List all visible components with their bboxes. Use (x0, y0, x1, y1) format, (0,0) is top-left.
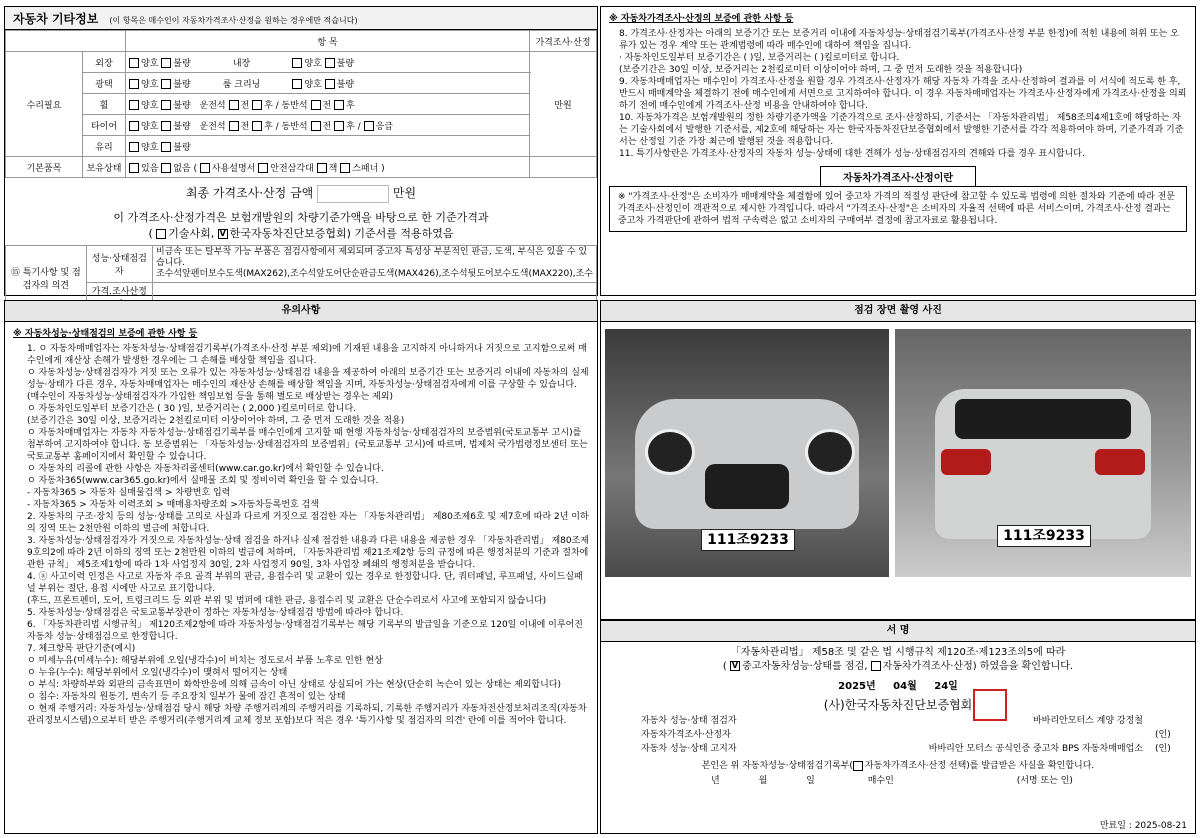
tire-good-checkbox[interactable] (129, 121, 139, 131)
wheel-bad-checkbox[interactable] (161, 100, 171, 110)
label: 양호 (141, 100, 159, 111)
signature-row (641, 742, 1185, 756)
polish-bad-checkbox[interactable] (161, 79, 171, 89)
warranty-item: 9. 자동차매매업자는 매수인이 가격조사·산정을 원할 경우 가격조사·산정자가 해당 자동차 가격을 조사·산정하여 결과를 이 서식에 적도록 한 후, 반드시 매매계약을 체결하기 전에 매수인에게 서면으로 고지하여야 합니다. 이 경우 자동차매매업자는 가격조사·산정자에게 가격조사·산정을 의뢰하기 전에 매수인에게 가격조사·산정 비용을 안내하여야 합니다. (619, 77, 1187, 111)
signature-row-label: 자동차가격조사·산정자 (641, 730, 731, 740)
inspector-note-2: 조수석앞펜더보수도색(MAX262),조수석앞도어단순판금도색(MAX426),조수석뒷도어보수도색(MAX220),조수 (155, 269, 593, 279)
row-wheel: 휠 (83, 94, 126, 115)
warranty-item: 10. 자동차가격은 보험개발원의 정한 차량기준가액을 기준가격으로 조사·산정하되, 기준서는 「자동차관리법」 제58조의4제1호에 해당하는 자는 기술사회에서 발행한 기준서를, 제2호에 해당하는 자는 한국자동차진단보증협회에서 발행한 기준서를 각각 적용하여야 하며, 기준가격과 기준서는 산정일 기준 가장 최근에 발행된 것을 적용합니다. (619, 113, 1184, 147)
receipt-text-pre: 본인은 위 자동차성능·상태점검기록부( (701, 761, 853, 771)
date-year-label: 년 (711, 776, 720, 786)
receipt-text-post: 자동차가격조사·산정 선택)를 발급받은 사실을 확인합니다. (864, 761, 1095, 771)
tire-driver-front-checkbox[interactable] (229, 121, 239, 131)
label: 양호 (141, 142, 159, 153)
col-item: 항 목 (126, 31, 530, 52)
note-item: (후드, 프론트펜더, 도어, 트렁크리드 등 외판 부위 및 범퍼에 대한 판금, 용접수리 및 교환은 단순수리로서 사고에 포함되지 않습니다) (27, 596, 547, 606)
tire-bad-checkbox[interactable] (161, 121, 171, 131)
photos-panel (600, 300, 1196, 620)
label: 양호 (304, 58, 322, 69)
signature-row (641, 714, 1185, 728)
other-info-panel: 자동차 기타정보 (이 항목은 매수인이 자동차가격조사·산정을 원하는 경우에만 적습니다) 항 목 가격조사·산정 수리필요 외장 양호 불량 내장 양호 불량 만원 광택 양호 불량 룸 크리닝 양호 불량 휠 양호 불량 운전석 전 후 / 동반석 전 후 타이어 양호 불량 운전석 전 후 / 동반석 전 후 / 응급 유리 양호 불량 기본품목 보유상태 있음 없음 ( 사용설명서 안전삼각대 잭 스패너 ) 최종 가격조사·산정 금액 만원 이 가격조사·산정가격은 보험개발원의 차량기준가액을 바탕으로 한 기준가격과 ( 기술사회, V 한국자동차진단보증협회) 기준서를 적용하였음 ⑮ 특기사항 및 점검자의 의견 성능·상태점검자 비금속 또는 탈부착 가능 부품은 점검사항에서 제외되며 중고차 특성상 부분적인 판금, 도색, 부식은 있을 수 있습니다. 조수석앞펜더보수도색(MAX262),조수석앞도어단순판금도색(MAX426),조수석뒷도어보수도색(MAX220),조수 가격.조사산정 (4, 6, 598, 296)
label: 동반석 (281, 121, 308, 132)
note-item: ㅇ 자동차365(www.car365.go.kr)에서 실매물 조회 및 정비이력 확인을 할 수 있습니다. (27, 476, 379, 486)
notes-panel (4, 300, 598, 834)
label: 년 (866, 681, 876, 692)
expiry-date: 만료일 : 2025-08-21 (1099, 821, 1187, 831)
label: 양호 (141, 58, 159, 69)
notes-title: ※ 자동차성능·상태점검의 보증에 관한 사항 등 (13, 329, 198, 339)
label: 불량 (173, 58, 191, 69)
photos-header: 점검 장면 촬영 사진 (601, 301, 1195, 322)
label: 월 (907, 681, 917, 692)
tire-driver-rear-checkbox[interactable] (252, 121, 262, 131)
signature-panel: 서 명 「자동차관리법」 제58조 및 같은 법 시행규칙 제120조·제123조의5에 따라 ( V 중고자동차성능·상태를 점검, 자동차가격조사·산정) 하였음을 확인합니다. 2025년 04월 24일 (사)한국자동차진단보증협회 자동차 성능·상태 점검자 바바리안모터스 계양 강정철 자동차가격조사·산정자 (인) 자동차 성능·상태 고지자 바바리안 모터스 공식인증 중고차 BPS 자동차매매업소 (인) 본인은 위 자동차성능·상태점검기록부( 자동차가격조사·산정 선택)를 발급받은 사실을 확인합니다. 년 월 일 매수인 (서명 또는 인) 만료일 : 2025-08-21 (600, 620, 1196, 834)
wheel-driver-front-checkbox[interactable] (229, 100, 239, 110)
note-item: ㅇ 자동차성능·상태점검자가 거짓 또는 오류가 있는 자동차성능·상태점검 내용을 제공하여 아래의 보증기간 또는 보증거리 이내에 자동차의 실제 성능·상태가 다른 경우, 자동차매매업자는 매수인의 재산상 손해를 배상할 책임을 지며, 자동차성능·상태점검자에게 이를 구상할 수 있습니다.(매수인이 자동차성능·상태점검자가 가입한 책임보험 등을 통해 별도로 배상받는 경우는 제외) (27, 368, 589, 402)
label: 불량 (173, 79, 191, 90)
label: 전 (322, 100, 332, 111)
label: 전 (322, 121, 332, 132)
signature-row-value (801, 728, 1155, 742)
repair-label: 수리필요 (6, 52, 83, 157)
used-car-checkbox[interactable]: V (731, 661, 739, 670)
notes-list (13, 343, 589, 727)
note-item: ㅇ 미세누유(미세누수): 해당부위에 오일(냉각수)이 비치는 정도로서 부품 노후로 인한 현상 (27, 656, 383, 666)
glass-bad-checkbox[interactable] (161, 142, 171, 152)
warranty-item: · 자동차인도일부터 보증기간은 ( )일, 보증거리는 ( )킬로미터로 합니다. (619, 53, 900, 63)
interior-bad-checkbox[interactable] (325, 58, 335, 68)
label: ) 기준서를 적용하였음 (346, 226, 454, 240)
label: 운전석 (199, 100, 226, 111)
final-price-label: 최종 가격조사·산정 금액 (185, 186, 314, 200)
notes-header: 유의사항 (5, 301, 597, 322)
label: 후 (264, 100, 273, 111)
cleaning-good-checkbox[interactable] (292, 79, 302, 89)
note-item: 2. 자동차의 구조·장치 등의 성능·상태를 고의로 사실과 다르게 거짓으로 점검한 자는 「자동차관리법」 제80조제6호 및 제7호에 따라 2년 이하의 징역 또는 2천만원 이하의 벌금에 처합니다. (27, 512, 589, 534)
wheel-driver-rear-checkbox[interactable] (252, 100, 262, 110)
none-checkbox[interactable] (161, 163, 171, 173)
note-item: 1. ㅇ 자동차매매업자는 자동차성능·상태점검기록부(가격조사·산정 부분 제외)에 기재된 내용을 고지하지 아니하거나 거짓으로 고지함으로써 매수인에게 재산상 손해가 발생한 경우에는 그 손해를 배상할 책임을 집니다. (27, 344, 587, 366)
receipt-checkbox[interactable] (853, 761, 863, 771)
label: 양호 (141, 79, 159, 90)
glass-good-checkbox[interactable] (129, 142, 139, 152)
note-item: - 자동차365 > 자동차 실매물검색 > 차량번호 입력 (27, 488, 231, 498)
row-tire: 타이어 (83, 115, 126, 136)
label: 없음 (173, 163, 191, 174)
signature-row-end (1155, 714, 1185, 728)
label: 양호 (304, 79, 322, 90)
signature-line1: 「자동차관리법」 제58조 및 같은 법 시행규칙 제120조·제123조의5에 따라 (730, 647, 1066, 658)
label: 전 (240, 121, 250, 132)
label: 자동차가격조사·산정 (882, 661, 973, 672)
signature-row-value: 바바리안모터스 계양 강정철 (1032, 716, 1143, 726)
final-price-unit: 만원 (392, 186, 417, 200)
label: 운전석 (199, 121, 226, 132)
rear-plate: 111조9233 (997, 525, 1091, 547)
special-label: ⑮ 특기사항 및 점검자의 의견 (6, 245, 87, 311)
date-day-label: 일 (806, 776, 815, 786)
label: 한국자동차진단보증협회 (229, 226, 347, 240)
price-assessor-label: 가격.조사산정 (86, 282, 152, 311)
note-item: - 자동차365 > 자동차 이력조회 > 매매용차량조회 >자동차등록번호 검색 (27, 500, 319, 510)
interior-good-checkbox[interactable] (292, 58, 302, 68)
row-room-cleaning: 룸 크리닝 (222, 79, 261, 90)
note-item: ㅇ 자동차매매업자는 자동차 자동차성능·상태점검기록부를 매수인에게 고지할 때 현행 자동차성능·상태점검자의 보증범위(국토교통부 고시)를 첨부하여 고지하여야 합니다. 동 보증범위는 「자동차성능·상태점검자의 보증범위」(국토교통부 고시)에 따르며, 법제처 국가법령정보센터 또는 국토교통부 홈페이지에서 확인할 수 있습니다. (27, 428, 588, 462)
label: 불량 (173, 100, 191, 111)
label: 전 (240, 100, 250, 111)
label: 후 (264, 121, 273, 132)
wheel-good-checkbox[interactable] (129, 100, 139, 110)
signature-header: 서 명 (601, 621, 1195, 642)
buyer-label: 매수인 (867, 776, 894, 786)
spanner-checkbox[interactable] (340, 163, 350, 173)
warranty-item: (보증기간은 30일 이상, 보증거리는 2천킬로미터 이상이어야 하며, 그 중 먼저 도래한 것을 적용합니다) (619, 65, 1023, 75)
warranty-item: 11. 특기사항란은 가격조사·산정자의 자동차 성능·상태에 대한 견해가 성능·상태점검자의 견해와 다를 경우 표시합니다. (619, 149, 1085, 159)
wheel-pass-front-checkbox[interactable] (311, 100, 321, 110)
col-price: 가격조사·산정 (530, 31, 597, 52)
row-interior: 내장 (232, 58, 251, 69)
row-polish: 광택 (83, 73, 126, 94)
label: 불량 (336, 58, 355, 69)
exterior-good-checkbox[interactable] (129, 58, 139, 68)
label: 일 (948, 681, 958, 692)
price-box-title: 자동차가격조사·산정이란 (820, 166, 976, 187)
note-item: (보증기간은 30일 이상, 보증거리는 2천킬로미터 이상이어야 하며, 그 중 먼저 도래한 것을 적용) (27, 416, 405, 426)
label: 잭 (328, 163, 338, 174)
label: 안전삼각대 (270, 163, 314, 174)
basis-line: 이 가격조사·산정가격은 보험개발원의 차량기준가액을 바탕으로 한 기준가격과 (113, 210, 489, 224)
tire-emergency-checkbox[interactable] (364, 121, 374, 131)
sign-label: (서명 또는 인) (1016, 776, 1073, 786)
price-warranty-list (609, 28, 1187, 160)
tire-pass-rear-checkbox[interactable] (334, 121, 344, 131)
label: 불량 (336, 79, 355, 90)
note-item: ㅇ 침수: 자동차의 원동기, 변속기 등 주요장치 일부가 물에 잠긴 흔적이 있는 상태 (27, 692, 346, 702)
label: 응급 (375, 121, 393, 132)
possession-label: 보유상태 (83, 157, 126, 178)
exterior-bad-checkbox[interactable] (161, 58, 171, 68)
cleaning-bad-checkbox[interactable] (325, 79, 335, 89)
note-item: 7. 체크항목 판단기준(예시) (27, 644, 136, 654)
sign-month: 04 (893, 681, 908, 692)
note-item: ㅇ 현재 주행거리: 자동차성능·상태점검 당시 해당 차량 주행거리계의 주행거리를 기록하되, 기록한 주행거리가 자동차전산정보처리조직(자동차관리정보시스템)으로부터 받은 주행거리(주행거리계 교체 정보 포함)보다 적은 경우 '특기사항 및 점검자의 의견' 란에 이를 적어야 합니다. (27, 704, 587, 726)
label: 있음 (141, 163, 159, 174)
note-item: ㅇ 자동차의 리콜에 관한 사항은 자동차리콜센터(www.car.go.kr)에서 확인할 수 있습니다. (27, 464, 384, 474)
have-checkbox[interactable] (129, 163, 139, 173)
wheel-pass-rear-checkbox[interactable] (334, 100, 344, 110)
kaida-checkbox[interactable]: V (219, 228, 226, 238)
inspector-note-1: 비금속 또는 탈부착 가능 부품은 점검사항에서 제외되며 중고차 특성상 부분적인 판금, 도색, 부식은 있을 수 있습니다. (155, 247, 588, 268)
note-item: ㅇ 자동차인도일부터 보증기간은 ( 30 )일, 보증거리는 ( 2,000 )킬로미터로 합니다. (27, 404, 357, 414)
label: 스패너 (352, 163, 379, 174)
signature-row-label: 자동차 성능·상태 점검자 (641, 716, 737, 726)
triangle-checkbox[interactable] (258, 163, 268, 173)
org-seal-stamp (973, 689, 1007, 721)
label: 불량 (173, 121, 191, 132)
row-glass: 유리 (83, 136, 126, 157)
note-item: 4. ⓐ 사고이력 인정은 사고로 자동차 주요 골격 부위의 판금, 용접수리 및 교환이 있는 경우로 한정합니다. 단, 쿼터패널, 루프패널, 사이드실패널 부위는 절단, 용접 시에만 사고로 표기합니다. (27, 572, 583, 594)
signature-row-end: (인) (1155, 744, 1171, 754)
price-warranty-title: ※ 자동차가격조사·산정의 보증에 관한 사항 등 (609, 14, 794, 24)
other-info-subtitle: (이 항목은 매수인이 자동차가격조사·산정을 원하는 경우에만 적습니다) (109, 16, 358, 25)
label: 중고자동차성능·상태를 점검, (741, 661, 868, 672)
note-item: 5. 자동차성능·상태점검은 국토교통부장관이 정하는 자동차성능·상태점검 방법에 따라야 합니다. (27, 608, 404, 618)
front-car-photo (605, 329, 889, 577)
row-exterior: 외장 (83, 52, 126, 73)
warranty-item: 8. 가격조사·산정자는 아래의 보증기간 또는 보증거리 이내에 자동차성능·상태점검기록부(가격조사·산정 부분 한정)에 적힌 내용에 허위 또는 오류가 있는 경우 계약 또는 관계법령에 따라 매수인에 대하여 책임을 집니다. (619, 29, 1179, 51)
label: 기술사회 (168, 226, 211, 240)
date-month-label: 월 (758, 776, 768, 786)
manual-checkbox[interactable] (200, 163, 210, 173)
note-item: ㅇ 부식: 차량하부와 외판의 금속표면이 화학반응에 의해 금속이 아닌 상태로 상실되어 가는 현상(단순히 녹슨이 있는 상태는 제외합니다) (27, 680, 562, 690)
sign-year: 2025 (838, 681, 866, 692)
jack-checkbox[interactable] (317, 163, 327, 173)
signature-row-value: 바바리안 모터스 공식인증 중고차 BPS 자동차매매업소 (928, 744, 1143, 754)
tire-pass-front-checkbox[interactable] (311, 121, 321, 131)
note-item: ㅇ 누유(누수): 해당부위에서 오일(냉각수)이 맺혀서 떨어지는 상태 (27, 668, 288, 678)
price-unit: 만원 (530, 52, 597, 157)
label: 후 (346, 100, 355, 111)
price-warranty-panel (600, 6, 1196, 296)
signature-row-end: (인) (1155, 730, 1171, 740)
note-item: 6. 「자동차관리법 시행규칙」 제120조제2항에 따라 자동차성능·상태점검기록부는 해당 기록부의 발급일을 기준으로 120일 이내에 이루어진 자동차 성능·상태점검으로 한정합니다. (27, 620, 583, 642)
inspector-label: 성능·상태점검자 (86, 245, 152, 282)
basic-label: 기본품목 (6, 157, 83, 178)
label: 사용설명서 (211, 163, 256, 174)
label: ) 하였음을 확인합니다. (972, 661, 1074, 672)
label: 양호 (141, 121, 159, 132)
note-item: 3. 자동차성능·상태점검자가 거짓으로 자동차성능·상태 점검을 하거나 실제 점검한 내용과 다른 내용을 제공한 경우 「자동차관리법」 제80조제9호의2에 따라 2년 이하의 징역 또는 2천만원 이하의 벌금에 처하며, 「자동차관리법 제21조제2항 등의 규정에 따른 행정처분의 기준과 절차에 관한 규칙」 제5조제1항에 따라 1차 사업정지 30일, 2차 사업정지 90일, 3차 사업장 폐쇄의 행정처분을 받습니다. (27, 536, 589, 570)
price-box-text: ※ "가격조사·산정"은 소비자가 매매계약을 체결함에 있어 중고차 가격의 적절성 판단에 참고할 수 있도록 법령에 의한 절차와 기준에 따라 전문 가격조사·산정인이 객관적으로 제시한 가격입니다. 따라서 "가격조사·산정"은 소비자의 자율적 선택에 따른 서비스이며, 가격조사·산정 결과는 중고차 가격판단에 관하여 법적 구속력은 없고 소비자의 구매여부 결정에 참고자료로 활용됩니다. (609, 186, 1187, 232)
price-assess-checkbox[interactable] (871, 661, 881, 671)
signature-org: (사)한국자동차진단보증협회 (823, 698, 973, 712)
sign-day: 24 (934, 681, 949, 692)
other-info-table: 항 목 가격조사·산정 수리필요 외장 양호 불량 내장 양호 불량 만원 광택 양호 불량 룸 크리닝 양호 불량 휠 양호 불량 운전석 전 후 / 동반석 전 후 타이어 양호 불량 운전석 전 후 / 동반석 전 후 / 응급 유리 양호 불량 기본품목 보유상태 있음 없음 ( 사용설명서 안전삼각대 잭 스패너 ) (5, 30, 597, 178)
polish-good-checkbox[interactable] (129, 79, 139, 89)
signature-row-label: 자동차 성능·상태 고지자 (641, 744, 737, 754)
label: 후 (346, 121, 355, 132)
final-price-input[interactable] (317, 185, 389, 203)
tech-society-checkbox[interactable] (156, 229, 166, 239)
label: 불량 (173, 142, 191, 153)
signature-rows (601, 712, 1195, 756)
other-info-title: 자동차 기타정보 (13, 12, 99, 26)
label: 동반석 (281, 100, 308, 111)
signature-row (641, 728, 1185, 742)
front-plate: 111조9233 (701, 529, 795, 551)
rear-car-photo (895, 329, 1191, 577)
